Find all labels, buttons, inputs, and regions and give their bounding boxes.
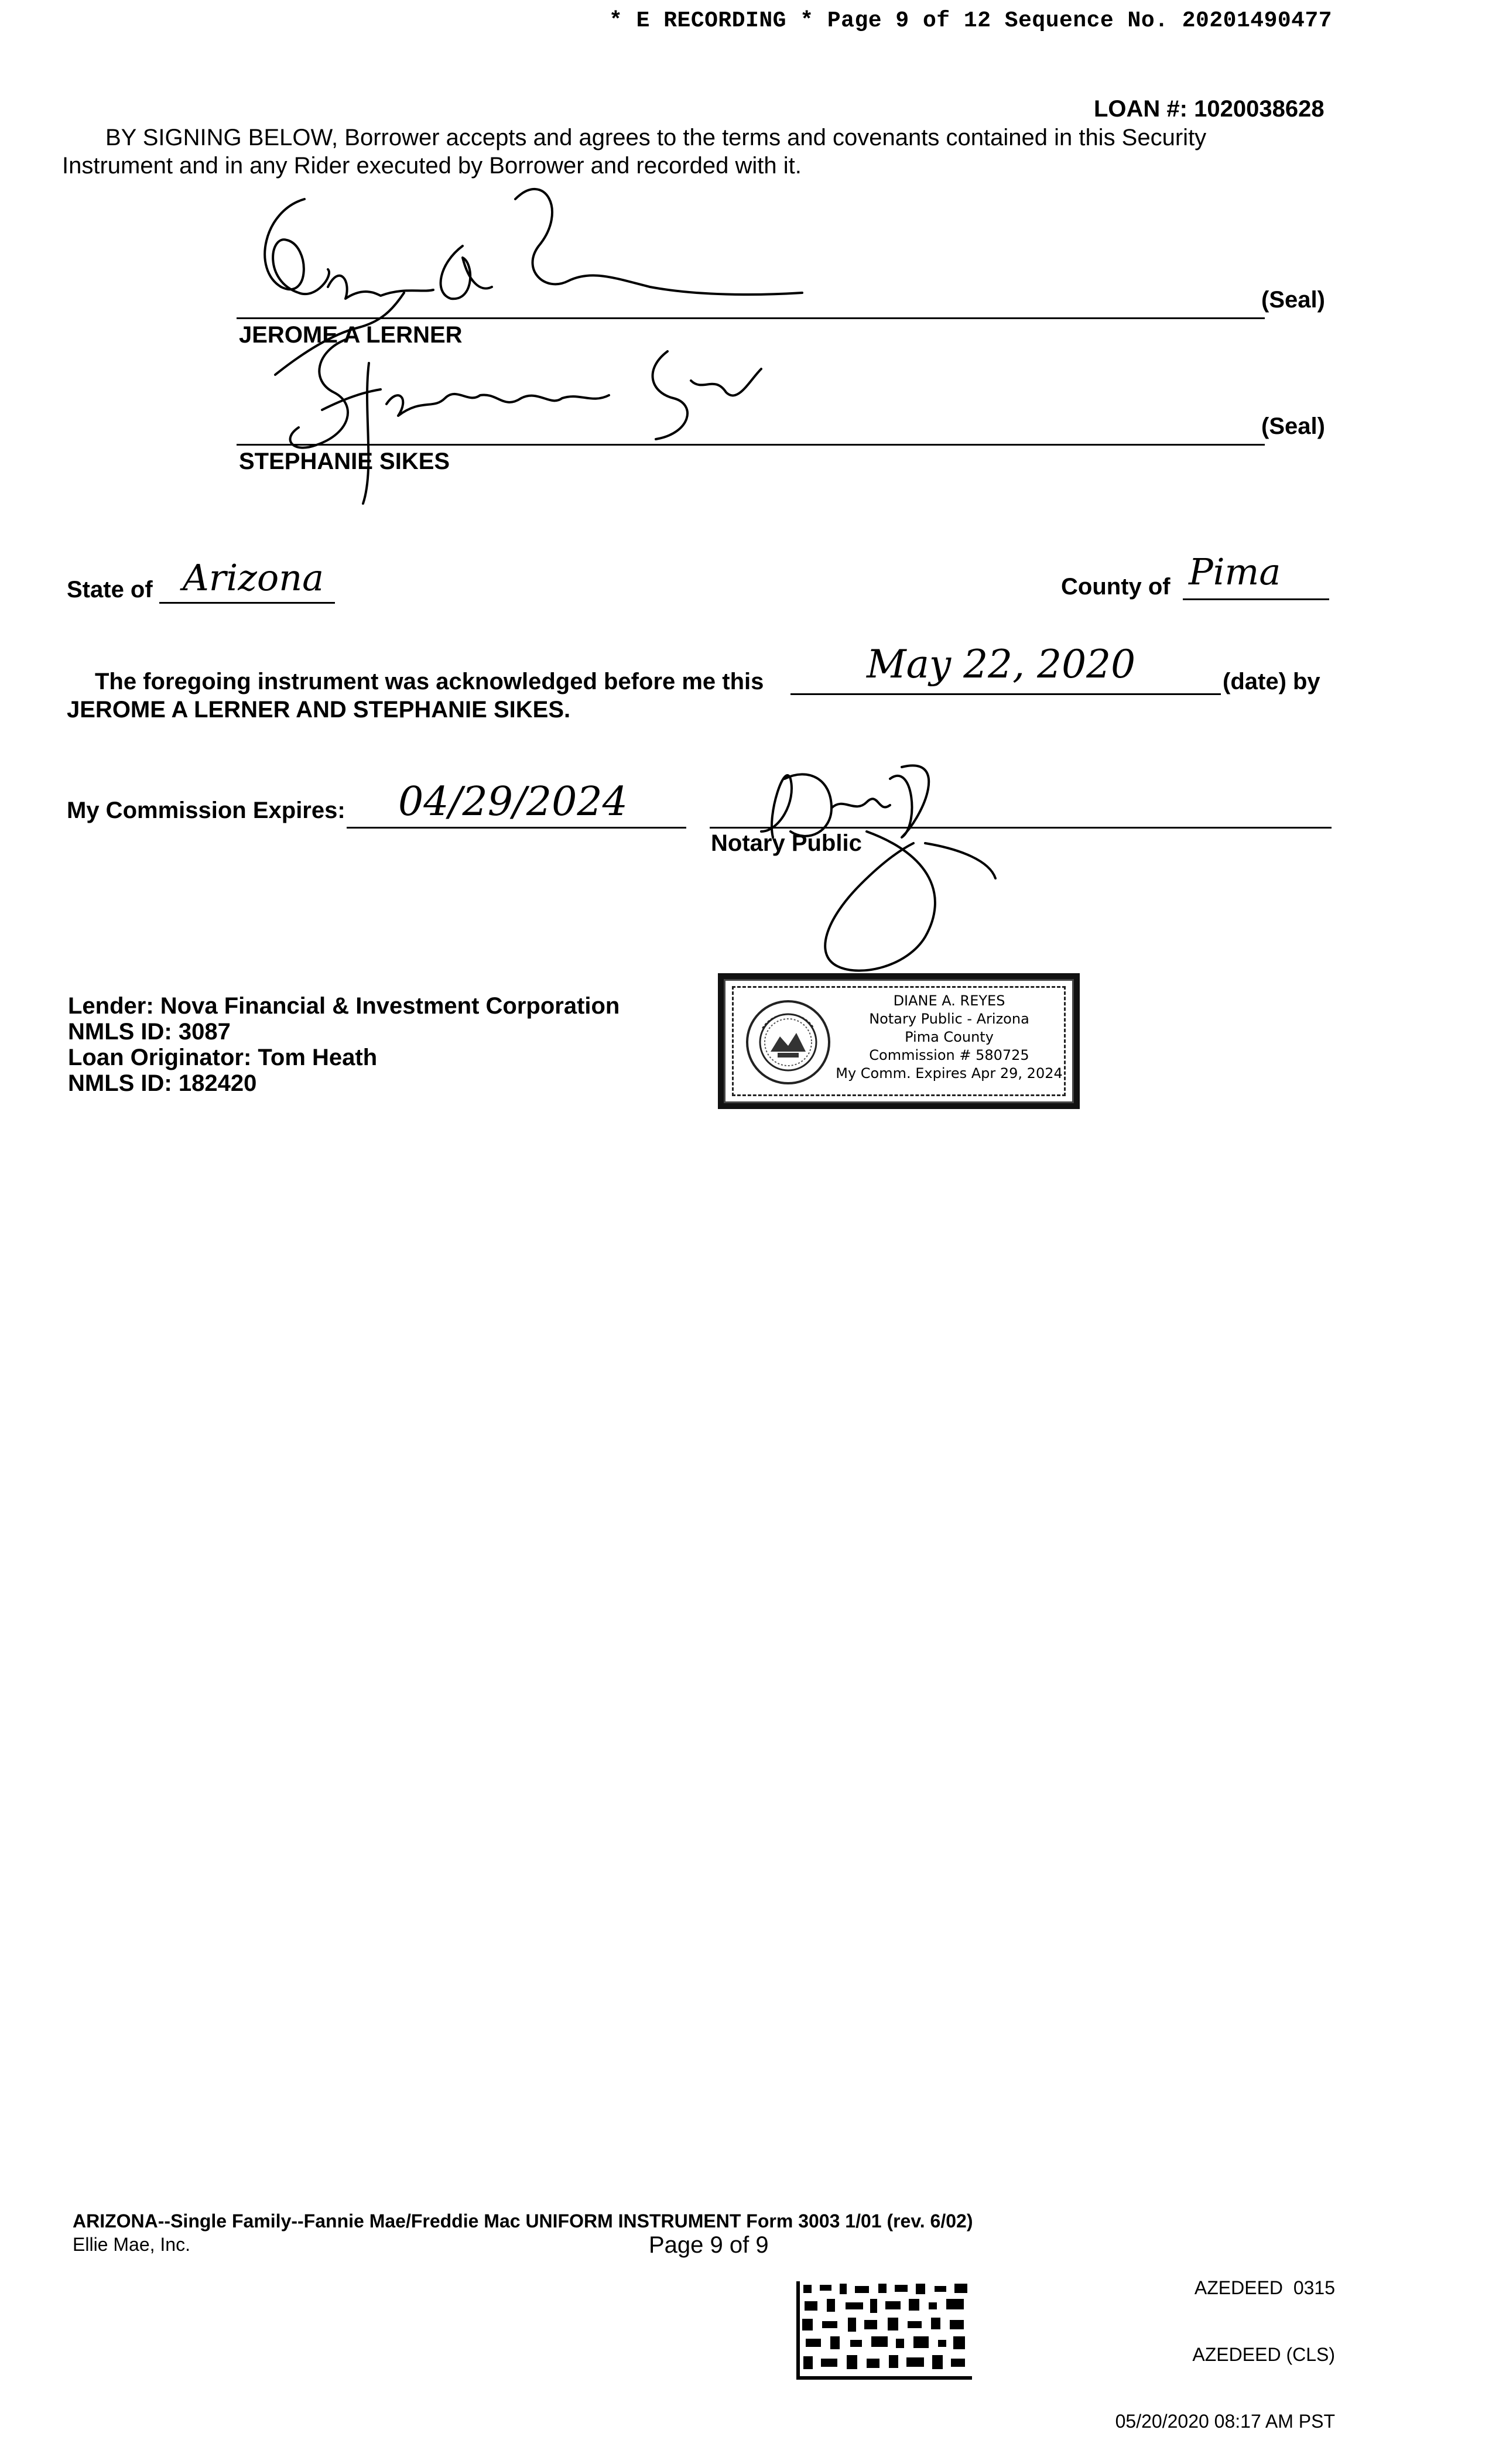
seal-label-2: (Seal): [1261, 413, 1325, 439]
stamp-text: [835, 992, 1063, 1083]
state-line: [159, 602, 335, 604]
footer-timestamp: 05/20/2020 08:17 AM PST: [1115, 2411, 1335, 2432]
footer-code-1: AZEDEED 0315: [1194, 2277, 1335, 2298]
loan-number-line: [1094, 96, 1325, 122]
notary-title: Notary Public - Arizona: [869, 1011, 1029, 1027]
notary-commission: Commission # 580725: [869, 1047, 1029, 1063]
state-label: State of: [67, 577, 153, 603]
notary-expires: My Comm. Expires Apr 29, 2024: [836, 1065, 1063, 1082]
notary-signature: [738, 744, 1019, 990]
lender-name: Lender: Nova Financial & Investment Corporation: [68, 993, 620, 1019]
acknowledged-parties: JEROME A LERNER AND STEPHANIE SIKES.: [67, 697, 571, 723]
lender-block: [68, 993, 620, 1096]
loan-originator: Loan Originator: Tom Heath: [68, 1045, 378, 1070]
form-line: ARIZONA--Single Family--Fannie Mae/Freddie Mac UNIFORM INSTRUMENT Form 3003 1/01 (rev. 6/02): [73, 2210, 973, 2232]
county-label: County of: [1061, 574, 1171, 600]
seal-label-1: (Seal): [1261, 287, 1325, 313]
commission-label: My Commission Expires:: [67, 798, 345, 823]
notary-county: Pima County: [905, 1029, 994, 1045]
date-line: [790, 693, 1221, 695]
signer-name-2: STEPHANIE SIKES: [239, 449, 450, 474]
acknowledgment-tail: (date) by: [1223, 669, 1320, 694]
footer-codes: [1101, 2232, 1335, 2455]
state-seal-icon: [745, 999, 831, 1086]
notary-public-label: Notary Public: [711, 830, 862, 856]
notary-stamp: [718, 973, 1080, 1109]
intro-line-2: Instrument and in any Rider executed by Borrower and recorded with it.: [62, 153, 802, 179]
commission-line: [347, 827, 686, 829]
recording-header: * E RECORDING * Page 9 of 12 Sequence No. 20201490477: [609, 8, 1333, 33]
state-value: Arizona: [183, 556, 324, 599]
county-line: [1183, 598, 1329, 600]
signature-stephanie-sikes: [246, 328, 773, 504]
document-barcode: [796, 2281, 972, 2380]
intro-line-1: BY SIGNING BELOW, Borrower accepts and agrees to the terms and covenants contained in this Security: [105, 125, 1207, 150]
loan-number-value: 1020038628: [1194, 96, 1325, 122]
acknowledgment-date: May 22, 2020: [867, 642, 1136, 687]
footer-code-2: AZEDEED (CLS): [1192, 2344, 1335, 2365]
signer-name-1: JEROME A LERNER: [239, 322, 463, 348]
loan-number-label: LOAN #:: [1094, 96, 1187, 122]
acknowledgment-lead: The foregoing instrument was acknowledged before me this: [95, 669, 764, 694]
originator-nmls: NMLS ID: 182420: [68, 1070, 257, 1096]
lender-nmls: NMLS ID: 3087: [68, 1019, 231, 1045]
vendor: Ellie Mae, Inc.: [73, 2234, 190, 2255]
page-number: Page 9 of 9: [649, 2232, 769, 2258]
notary-name: DIANE A. REYES: [893, 993, 1005, 1009]
county-value: Pima: [1189, 550, 1281, 593]
commission-value: 04/29/2024: [398, 779, 628, 825]
